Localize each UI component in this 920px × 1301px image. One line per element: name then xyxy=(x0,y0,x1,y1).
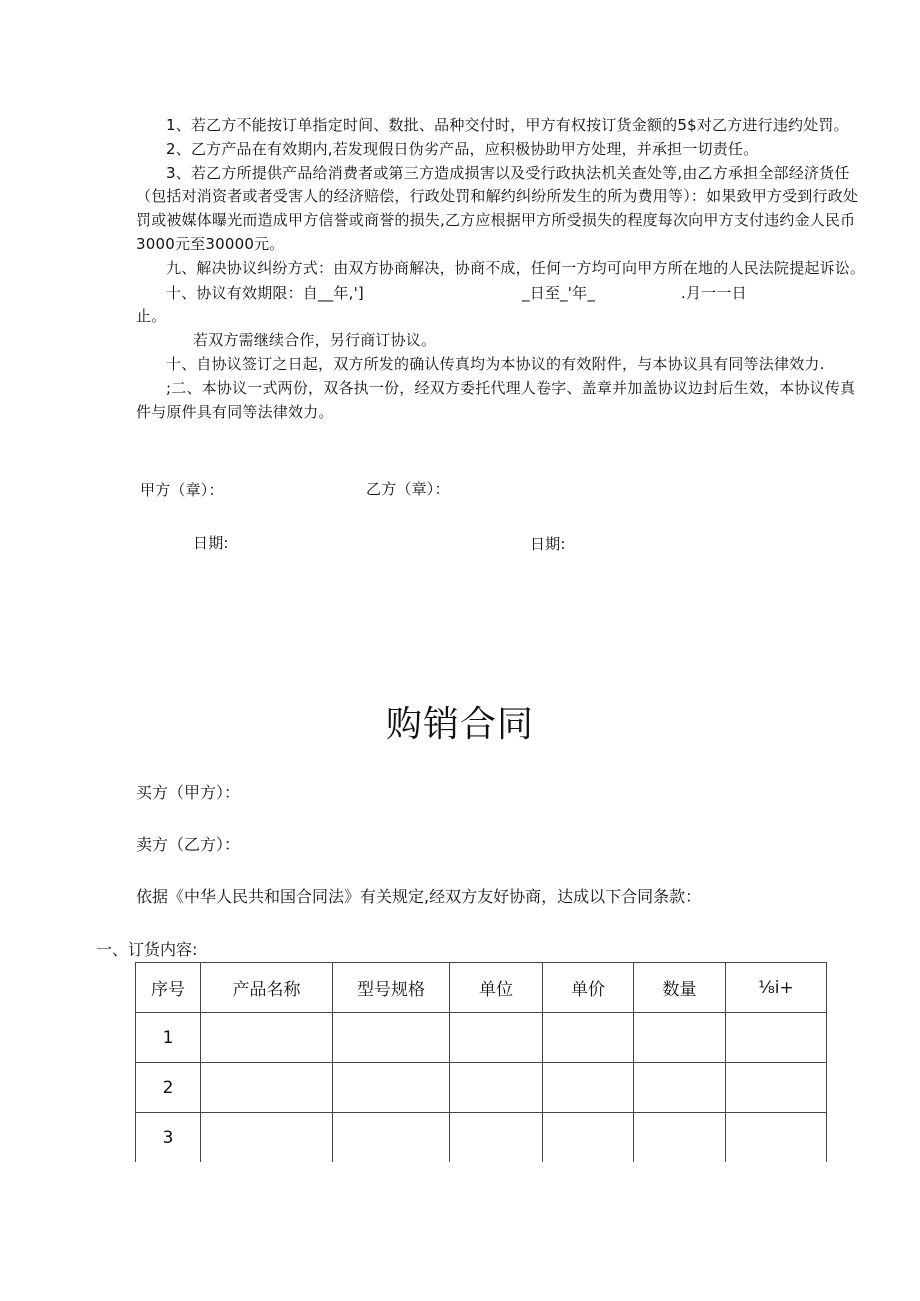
table-cell xyxy=(201,1013,333,1063)
party-b-date: 日期: xyxy=(530,535,566,553)
table-cell: 1 xyxy=(136,1013,201,1063)
contract-title: 购销合同 xyxy=(385,704,534,745)
clause-3-line-2: （包括对消资者或者受害人的经济赔偿，行政处罚和解约纠纷所发生的所为费用等）：如果致甲方受到行政处 xyxy=(136,187,859,205)
header-cell: 数量 xyxy=(634,963,726,1013)
section-order-content: 一、订货内容: xyxy=(96,940,198,959)
clause-10-tail: 止。 xyxy=(136,307,167,325)
table-cell xyxy=(543,1013,634,1063)
continue-cooperation: 若双方需继续合作，另行商订协议。 xyxy=(193,331,437,349)
clause-10-middle: _日至_'年_ xyxy=(522,284,596,302)
clause-3-line-4: 3000元至30000元。 xyxy=(136,235,285,253)
table-cell xyxy=(634,1113,726,1163)
table-row xyxy=(136,1113,827,1163)
table-cell xyxy=(333,1063,450,1113)
header-cell: 型号规格 xyxy=(333,963,450,1013)
table-cell xyxy=(543,1063,634,1113)
table-cell xyxy=(726,1113,827,1163)
clause-10-start: 十、协议有效期限：自__年,'] xyxy=(166,284,364,302)
order-table xyxy=(135,962,827,1162)
table-cell xyxy=(634,1063,726,1113)
header-cell: ⅛i+ xyxy=(726,963,827,1013)
table-cell xyxy=(201,1113,333,1163)
clause-12-line-2: 件与原件具有同等法律效力。 xyxy=(136,403,334,421)
table-cell: 3 xyxy=(136,1113,201,1163)
header-cell: 单价 xyxy=(543,963,634,1013)
party-b-seal: 乙方（章）： xyxy=(366,480,450,498)
table-header-row xyxy=(136,963,827,1013)
table-cell xyxy=(450,1063,543,1113)
table-row xyxy=(136,1013,827,1063)
clause-3-line-3: 罚或被媒体曝光而造成甲方信誉或商誉的损失,乙方应根据甲方所受损失的程度每次向甲方支付违约金人民币 xyxy=(136,211,856,229)
table-cell xyxy=(450,1013,543,1063)
table-cell: 2 xyxy=(136,1063,201,1113)
table-cell xyxy=(726,1013,827,1063)
table-row xyxy=(136,1063,827,1113)
party-a-seal: 甲方（章）： xyxy=(140,481,224,499)
seller-field: 卖方（乙方）： xyxy=(136,835,241,854)
clause-12-line-1: ;二、本协议一式两份，双各执一份，经双方委托代理人卷字、盖章并加盖协议边封后生效，本协议传真 xyxy=(166,379,856,397)
table-cell xyxy=(333,1113,450,1163)
clause-9: 九、解决协议纠纷方式：由双方协商解决，协商不成，任何一方均可向甲方所在地的人民法院提起诉讼。 xyxy=(166,259,866,277)
clause-3-line-1: 3、若乙方所提供产品给消费者或第三方造成损害以及受行政执法机关查处等,由乙方承担全部经济货任 xyxy=(166,164,850,182)
contract-basis: 依据《中华人民共和国合同法》有关规定,经双方友好协商，达成以下合同条款： xyxy=(136,887,702,906)
table-cell xyxy=(333,1013,450,1063)
table-cell xyxy=(634,1013,726,1063)
clause-1: 1、若乙方不能按订单指定时间、数批、品种交付时，甲方有权按订货金额的5$对乙方进行违约处罚。 xyxy=(166,116,849,134)
header-cell: 序号 xyxy=(136,963,201,1013)
clause-10-end: .月一一日 xyxy=(681,284,747,302)
header-cell: 单位 xyxy=(450,963,543,1013)
buyer-field: 买方（甲方）： xyxy=(136,783,241,802)
table-cell xyxy=(726,1063,827,1113)
table-cell xyxy=(543,1113,634,1163)
header-cell: 产品名称 xyxy=(201,963,333,1013)
table-cell xyxy=(450,1113,543,1163)
party-a-date: 日期: xyxy=(193,534,229,552)
clause-11: 十、自协议签订之日起，双方所发的确认传真均为本协议的有效附件，与本协议具有同等法律效力. xyxy=(166,355,825,373)
table-cell xyxy=(201,1063,333,1113)
clause-2: 2、乙方产品在有效期内,若发现假日伪劣产品，应积极协助甲方处理，并承担一切责任。 xyxy=(166,140,759,158)
